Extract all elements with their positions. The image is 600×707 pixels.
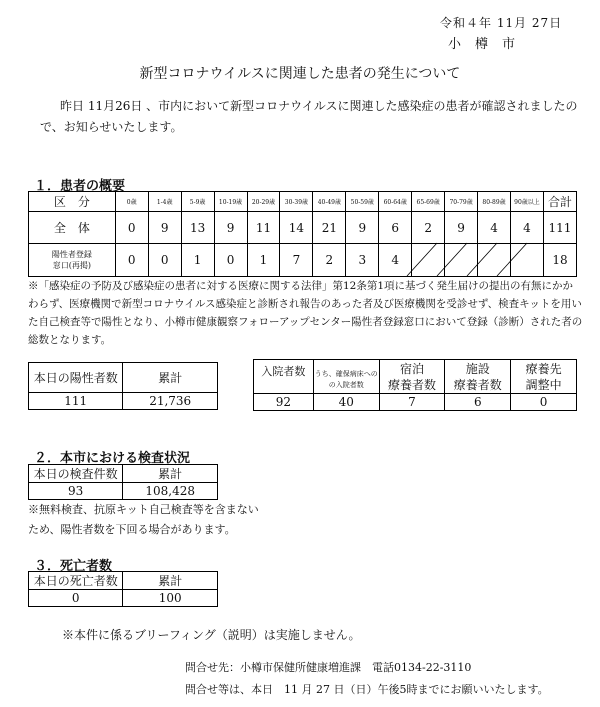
- row-label-line: 陽性者登録: [51, 250, 92, 259]
- table-cell: 1: [247, 244, 280, 277]
- hotel-label-line: 宿泊: [399, 361, 424, 376]
- table-cell: 9: [445, 212, 478, 244]
- positives-today-header: 本日の陽性者数: [29, 363, 123, 393]
- section3-heading: ３．死亡者数: [34, 559, 113, 574]
- empty-cell-diagonal: [467, 243, 497, 276]
- age-group-header: 65-69歳: [412, 192, 445, 212]
- age-group-header: 10-19歳: [214, 192, 247, 212]
- table-cell: 4: [478, 212, 511, 244]
- deaths-table: [28, 571, 218, 607]
- empty-cell-diagonal: [497, 243, 527, 276]
- empty-cell-diagonal: [407, 243, 437, 276]
- table-cell: 0: [214, 244, 247, 277]
- section2-heading: ２．本市における検査状況: [34, 451, 191, 466]
- positives-total-header: 累計: [123, 363, 218, 393]
- deaths-today-value: 0: [29, 590, 123, 607]
- section1-note: ※「感染症の予防及び感染症の患者に対する医療に関する法律」第12条第1項に基づく発生届けの提出の有無にかかわらず、医療機関で新型コロナウイルス感染症と診断され報告のあった者及び医療機関を受診せず、検査キットを用いた自己検査等で陽性となり、小樽市健康観察フォローアップセンター陽性者登録窓口において登録（診断）された者の総数となります。: [28, 280, 583, 346]
- secured-bed-value: 40: [313, 394, 379, 411]
- deaths-today-header: 本日の死亡者数: [29, 572, 123, 590]
- table-cell: 9: [346, 212, 379, 244]
- table-cell: 4: [511, 212, 544, 244]
- deaths-total-value: 100: [123, 590, 218, 607]
- empty-cell-diagonal: [437, 243, 467, 276]
- hotel-header: [379, 360, 445, 394]
- secured-bed-label-line: うち、確保病床への: [314, 370, 378, 378]
- table-cell: 6: [379, 212, 412, 244]
- row-label-all: 全 体: [29, 212, 116, 244]
- adjusting-label-line: 調整中: [525, 377, 562, 392]
- table-cell: 11: [247, 212, 280, 244]
- tests-today-value: 93: [29, 483, 123, 500]
- table-cell: 2: [313, 244, 346, 277]
- table-cell: 9: [214, 212, 247, 244]
- table-cell: 14: [280, 212, 313, 244]
- table-cell: 4: [379, 244, 412, 277]
- age-group-header: 50-59歳: [346, 192, 379, 212]
- age-group-header: 1-4歳: [148, 192, 181, 212]
- total-header: 合計: [543, 192, 576, 212]
- section2-note-line: ため、陽性者数を下回る場合があります。: [28, 523, 236, 536]
- facility-value: 6: [445, 394, 511, 411]
- table-cell: 0: [115, 244, 148, 277]
- positives-today-value: 111: [29, 393, 123, 410]
- adjusting-label-line: 療養先: [525, 361, 562, 376]
- contact-info: 問合せ先：小樽市保健所健康増進課 電話0134-22-3110: [185, 661, 472, 674]
- section2-note: [28, 500, 328, 540]
- kubun-header: 区 分: [29, 192, 116, 212]
- document-title: 新型コロナウイルスに関連した患者の発生について: [139, 66, 461, 82]
- intro-paragraph: 昨日 11月26日 、市内において新型コロナウイルスに関連した感染症の患者が確認されましたので、お知らせいたします。: [40, 99, 578, 134]
- section2-note-line: ※無料検査、抗原キット自己検査等を含まない: [28, 503, 259, 516]
- document-date: 令和４年 11月 27日: [440, 16, 563, 30]
- facility-label-line: 療養者数: [453, 377, 502, 392]
- tests-table: [28, 464, 218, 500]
- age-group-header: 60-64歳: [379, 192, 412, 212]
- issuing-organization: 小樽市: [448, 37, 530, 52]
- table-cell: 13: [181, 212, 214, 244]
- table-cell: 3: [346, 244, 379, 277]
- inpatient-value: 92: [254, 394, 314, 411]
- age-group-header: 90歳以上: [511, 192, 544, 212]
- table-cell: 0: [115, 212, 148, 244]
- adjusting-header: [511, 360, 577, 394]
- tests-today-header: 本日の検査件数: [29, 465, 123, 483]
- tests-total-header: 累計: [123, 465, 218, 483]
- facility-header: [445, 360, 511, 394]
- row-label-line: 窓口(再掲): [52, 261, 91, 270]
- hotel-value: 7: [379, 394, 445, 411]
- table-cell: 1: [181, 244, 214, 277]
- age-group-header: 20-29歳: [247, 192, 280, 212]
- table-cell: 21: [313, 212, 346, 244]
- table-cell: 7: [280, 244, 313, 277]
- table-cell-total: 111: [543, 212, 576, 244]
- contact-deadline: 問合せ等は、本日 11 月 27 日（日）午後5時までにお願いいたします。: [185, 683, 549, 696]
- treatment-status-table: [253, 359, 577, 411]
- tests-total-value: 108,428: [123, 483, 218, 500]
- hotel-label-line: 療養者数: [387, 377, 436, 392]
- age-group-header: 40-49歳: [313, 192, 346, 212]
- secured-bed-header: [313, 360, 379, 394]
- table-cell: 9: [148, 212, 181, 244]
- positives-table: [28, 362, 218, 410]
- age-group-header: 0歳: [115, 192, 148, 212]
- briefing-note: ※本件に係るブリーフィング（説明）は実施しません。: [62, 628, 361, 642]
- adjusting-value: 0: [511, 394, 577, 411]
- age-group-header: 30-39歳: [280, 192, 313, 212]
- positives-total-value: 21,736: [123, 393, 218, 410]
- age-group-header: 5-9歳: [181, 192, 214, 212]
- secured-bed-label-line: の入院者数: [328, 381, 364, 389]
- age-group-header: 80-89歳: [478, 192, 511, 212]
- inpatient-label: 入院者数: [261, 365, 306, 378]
- age-group-header: 70-79歳: [445, 192, 478, 212]
- deaths-total-header: 累計: [123, 572, 218, 590]
- table-cell-total: 18: [543, 244, 576, 277]
- section1-heading: １．患者の概要: [34, 179, 126, 194]
- table-cell: 0: [148, 244, 181, 277]
- facility-label-line: 施設: [465, 361, 490, 376]
- inpatient-header: [254, 360, 314, 394]
- table-cell: 2: [412, 212, 445, 244]
